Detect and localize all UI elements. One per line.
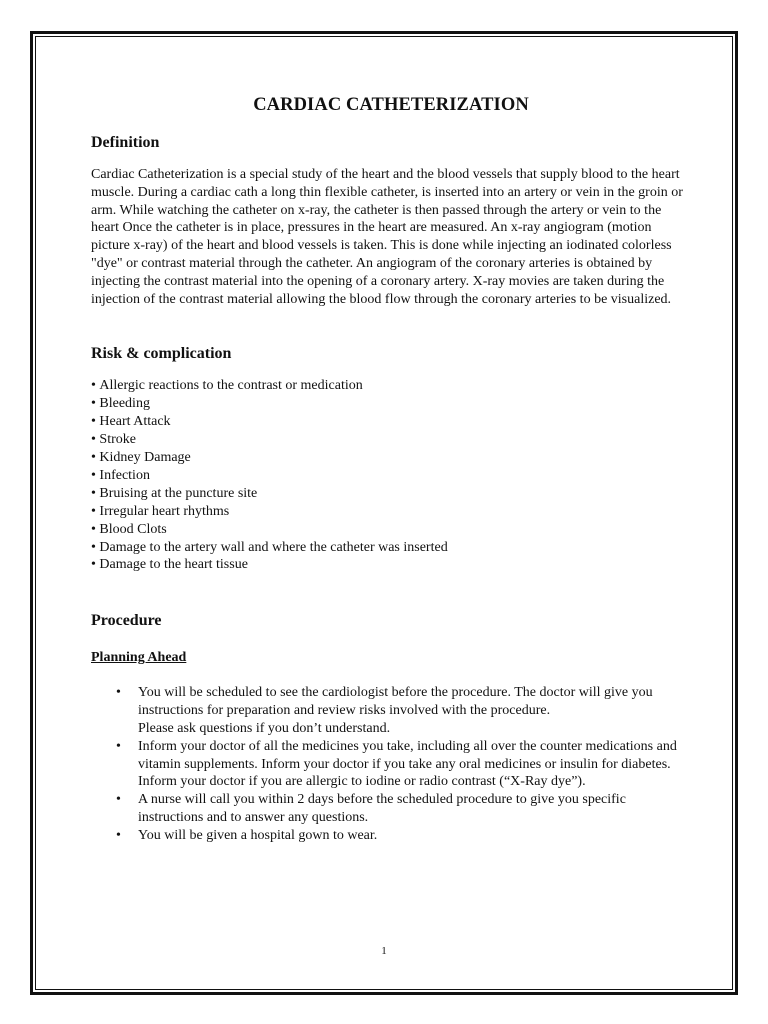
risk-item: • Allergic reactions to the contrast or medication — [91, 377, 691, 395]
planning-item — [138, 827, 691, 845]
planning-item — [138, 684, 691, 737]
planning-ahead-subheading: Planning Ahead — [91, 650, 187, 666]
document-title: CARDIAC CATHETERIZATION — [253, 95, 529, 115]
planning-item-text: You will be scheduled to see the cardiologist before the procedure. The doctor will give you instructions for preparation and review risks involved with the procedure. — [138, 685, 653, 719]
risk-item: • Damage to the artery wall and where the catheter was inserted — [91, 539, 691, 557]
definition-heading: Definition — [91, 134, 160, 151]
risk-item: • Damage to the heart tissue — [91, 556, 691, 574]
page-number: 1 — [381, 945, 387, 957]
planning-item-extra: Please ask questions if you don’t understand. — [138, 720, 391, 736]
risk-item: • Infection — [91, 467, 691, 485]
planning-item-text: A nurse will call you within 2 days before the scheduled procedure to give you specific instructions and to answer any questions. — [138, 792, 626, 825]
definition-paragraph: Cardiac Catheterization is a special study of the heart and the blood vessels that supply blood to the heart muscle. During a cardiac cath a long thin flexible catheter, is inserted into an artery or vein in the groin or arm. While watching the catheter on x-ray, the catheter is then passed through the artery or vein to the heart Once the catheter is in place, pressures in the heart are measured. An x-ray angiogram (motion picture x-ray) of the heart and blood vessels is taken. This is done while injecting an iodinated colorless "dye" or contrast material through the catheter. An angiogram of the coronary arteries is obtained by injecting the contrast material into the opening of a coronary artery. X-ray movies are taken during the injection of the contrast material allowing the blood flow through the coronary arteries to be visualized. — [91, 167, 683, 307]
planning-item — [138, 791, 691, 827]
planning-item-text: You will be given a hospital gown to wear. — [138, 827, 378, 843]
risk-item: • Bruising at the puncture site — [91, 485, 691, 503]
planning-list — [91, 684, 691, 844]
risk-item: • Blood Clots — [91, 521, 691, 539]
risk-item: • Bleeding — [91, 395, 691, 413]
planning-item-text: Inform your doctor of all the medicines you take, including all over the counter medications and vitamin supplements. Inform your doctor if you take any oral medicines or insulin for diabetes. Inform your doctor if you are allergic to iodine or radio contrast (“X-Ray dye”). — [138, 738, 677, 790]
risks-heading: Risk & complication — [91, 345, 232, 363]
procedure-heading: Procedure — [91, 612, 162, 630]
document-body — [91, 92, 691, 845]
risk-item: • Heart Attack — [91, 413, 691, 431]
risk-item: • Kidney Damage — [91, 449, 691, 467]
risks-list — [91, 377, 691, 574]
risk-item: • Stroke — [91, 431, 691, 449]
planning-item — [138, 738, 691, 791]
risk-item: • Irregular heart rhythms — [91, 503, 691, 521]
